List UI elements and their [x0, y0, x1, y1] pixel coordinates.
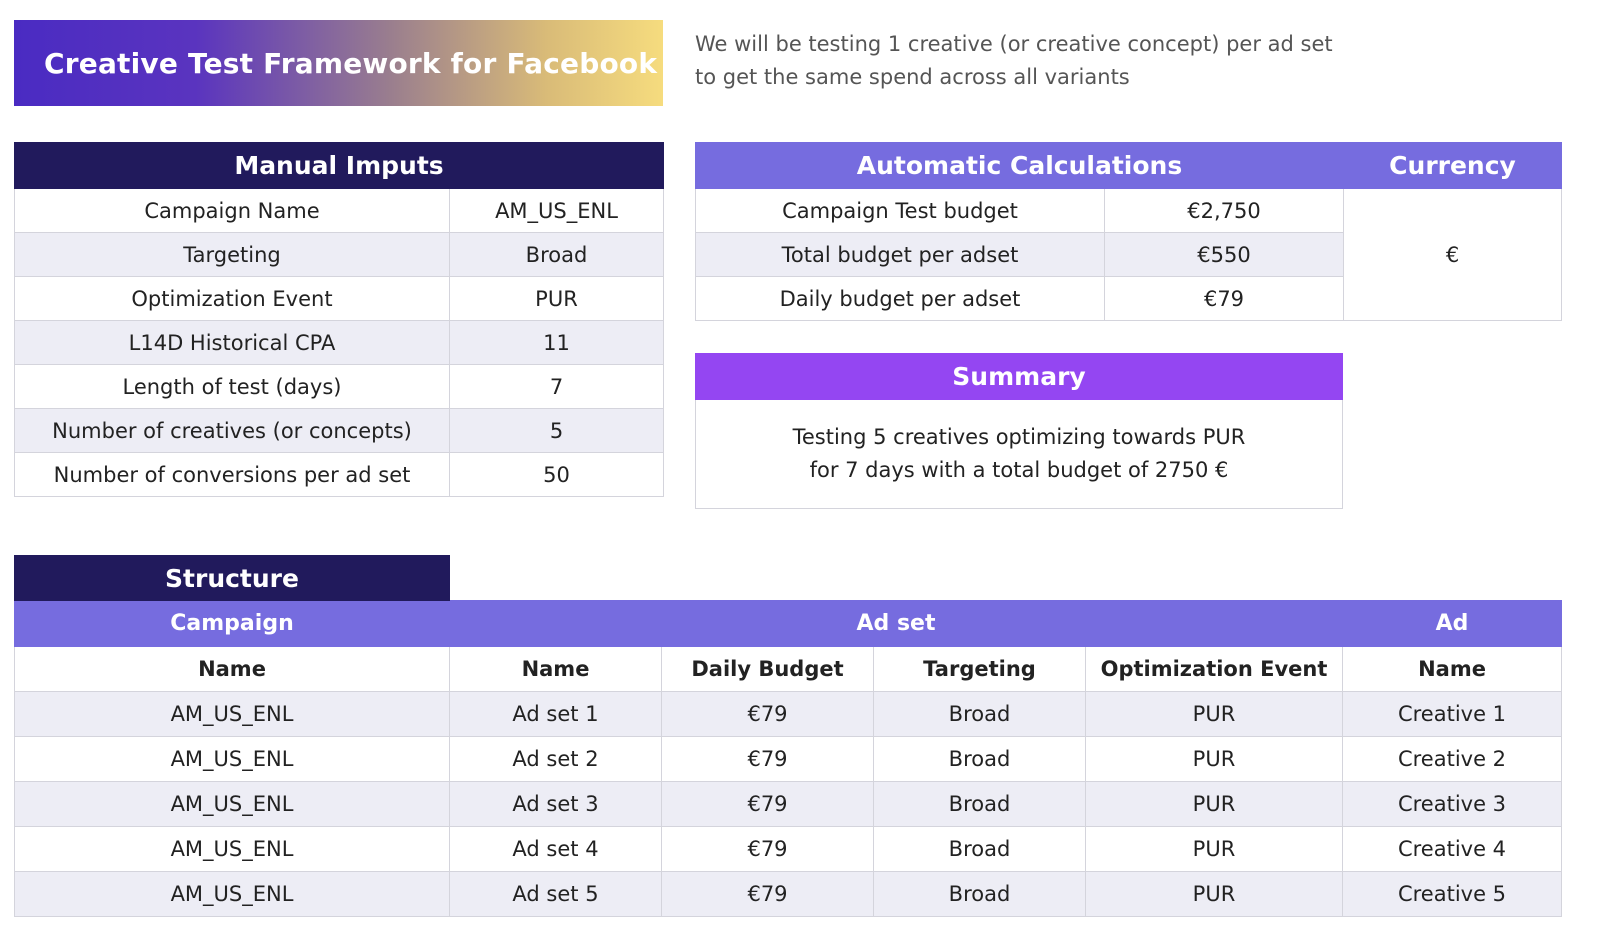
table-row: [15, 737, 1562, 782]
input-label: L14D Historical CPA: [15, 321, 450, 365]
targeting-cell: Broad: [874, 737, 1086, 782]
ad-set-group-header: Ad set: [450, 601, 1343, 647]
manual-inputs-table: [14, 142, 664, 497]
automatic-calculations-table: [695, 142, 1562, 321]
currency-header: Currency: [1344, 143, 1562, 189]
ad-name-cell: Creative 1: [1343, 692, 1562, 737]
input-value[interactable]: 11: [450, 321, 664, 365]
ad-set-name-cell: Ad set 4: [450, 827, 662, 872]
structure-header: Structure: [15, 556, 450, 601]
table-row: [15, 692, 1562, 737]
campaign-name-cell: AM_US_ENL: [15, 692, 450, 737]
summary-table: [695, 353, 1343, 509]
campaign-name-cell: AM_US_ENL: [15, 737, 450, 782]
page-title: Creative Test Framework for Facebook: [14, 20, 663, 106]
campaign-name-cell: AM_US_ENL: [15, 827, 450, 872]
automatic-calculations-header: Automatic Calculations: [696, 143, 1344, 189]
ad-set-name-cell: Ad set 3: [450, 782, 662, 827]
optimization-event-cell: PUR: [1086, 827, 1343, 872]
optimization-event-cell: PUR: [1086, 737, 1343, 782]
summary-line-1: Testing 5 creatives optimizing towards PUR: [792, 425, 1246, 449]
ad-set-name-cell: Ad set 5: [450, 872, 662, 917]
input-value[interactable]: 5: [450, 409, 664, 453]
input-label: Number of conversions per ad set: [15, 453, 450, 497]
ad-name-cell: Creative 3: [1343, 782, 1562, 827]
table-row: [15, 827, 1562, 872]
optimization-event-cell: PUR: [1086, 872, 1343, 917]
calc-value: €79: [1105, 277, 1344, 321]
table-row: [15, 872, 1562, 917]
ad-name-cell: Creative 4: [1343, 827, 1562, 872]
intro-text: [695, 28, 1575, 94]
summary-text: [696, 400, 1343, 509]
daily-budget-cell: €79: [662, 827, 874, 872]
input-value[interactable]: 7: [450, 365, 664, 409]
intro-line-2: to get the same spend across all variants: [695, 65, 1130, 89]
targeting-cell: Broad: [874, 872, 1086, 917]
input-value[interactable]: PUR: [450, 277, 664, 321]
structure-header-spacer: [450, 556, 1562, 601]
targeting-cell: Broad: [874, 692, 1086, 737]
daily-budget-cell: €79: [662, 782, 874, 827]
input-value[interactable]: 50: [450, 453, 664, 497]
campaign-name-cell: AM_US_ENL: [15, 872, 450, 917]
input-label: Number of creatives (or concepts): [15, 409, 450, 453]
daily-budget-cell: €79: [662, 872, 874, 917]
currency-value[interactable]: €: [1344, 189, 1562, 321]
input-label: Length of test (days): [15, 365, 450, 409]
calc-label: Campaign Test budget: [696, 189, 1105, 233]
ad-name-cell: Creative 5: [1343, 872, 1562, 917]
summary-header: Summary: [696, 354, 1343, 400]
calc-label: Total budget per adset: [696, 233, 1105, 277]
targeting-cell: Broad: [874, 782, 1086, 827]
campaign-group-header: Campaign: [15, 601, 450, 647]
ad-set-name-cell: Ad set 1: [450, 692, 662, 737]
column-header-targeting: Targeting: [874, 647, 1086, 692]
calc-value: €550: [1105, 233, 1344, 277]
structure-table: [14, 555, 1562, 917]
intro-line-1: We will be testing 1 creative (or creative concept) per ad set: [695, 32, 1333, 56]
input-label: Campaign Name: [15, 189, 450, 233]
ad-set-name-cell: Ad set 2: [450, 737, 662, 782]
column-header-campaign-name: Name: [15, 647, 450, 692]
ad-name-cell: Creative 2: [1343, 737, 1562, 782]
daily-budget-cell: €79: [662, 692, 874, 737]
column-header-ad-set-name: Name: [450, 647, 662, 692]
column-header-ad-name: Name: [1343, 647, 1562, 692]
daily-budget-cell: €79: [662, 737, 874, 782]
summary-line-2: for 7 days with a total budget of 2750 €: [809, 458, 1229, 482]
ad-group-header: Ad: [1343, 601, 1562, 647]
targeting-cell: Broad: [874, 827, 1086, 872]
input-label: Optimization Event: [15, 277, 450, 321]
column-header-daily-budget: Daily Budget: [662, 647, 874, 692]
optimization-event-cell: PUR: [1086, 692, 1343, 737]
calc-label: Daily budget per adset: [696, 277, 1105, 321]
optimization-event-cell: PUR: [1086, 782, 1343, 827]
table-row: [15, 782, 1562, 827]
manual-inputs-header: Manual Imputs: [15, 143, 664, 189]
input-label: Targeting: [15, 233, 450, 277]
column-header-optimization-event: Optimization Event: [1086, 647, 1343, 692]
input-value[interactable]: AM_US_ENL: [450, 189, 664, 233]
campaign-name-cell: AM_US_ENL: [15, 782, 450, 827]
input-value[interactable]: Broad: [450, 233, 664, 277]
calc-value: €2,750: [1105, 189, 1344, 233]
